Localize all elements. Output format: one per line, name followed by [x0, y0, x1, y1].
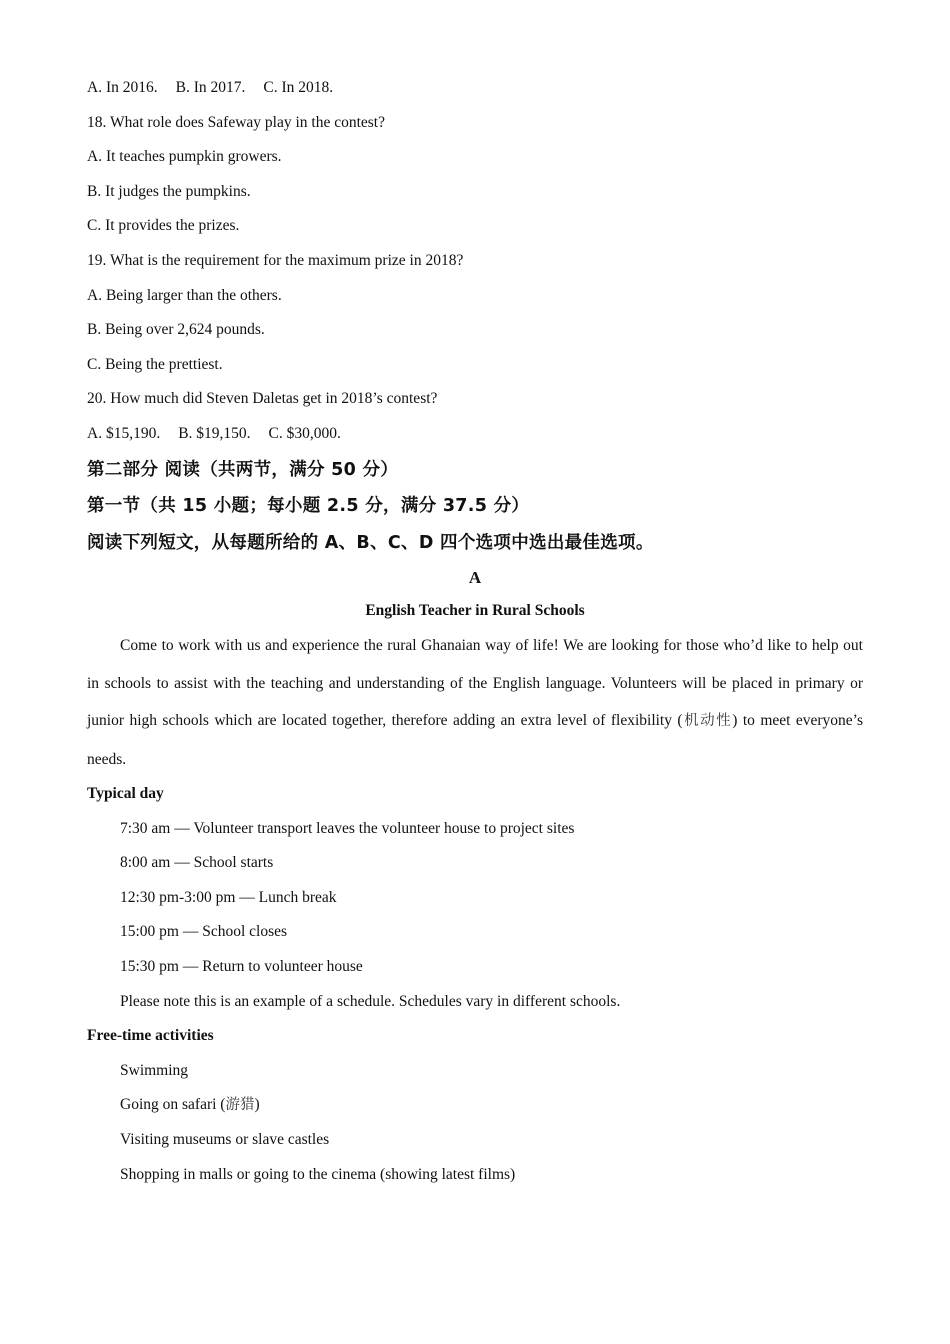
activity-safari-close: ): [254, 1096, 260, 1114]
activity-item: Shopping in malls or going to the cinema (showing latest films): [120, 1165, 516, 1183]
activity-safari-text: Going on safari (: [120, 1096, 226, 1114]
q20-option-b: B. $19,150.: [178, 424, 251, 442]
exam-page: [87, 78, 863, 1199]
q20-option-c: C. $30,000.: [268, 424, 341, 442]
schedule-item: 15:00 pm — School closes: [120, 923, 288, 941]
activity-safari-gloss: 游猎: [225, 1097, 255, 1114]
typical-day-heading: Typical day: [87, 785, 164, 803]
q19-option-c: C. Being the prettiest.: [87, 355, 223, 373]
activity-item: Swimming: [120, 1061, 189, 1079]
q19-option-b: B. Being over 2,624 pounds.: [87, 321, 265, 339]
q17-option-c: C. In 2018.: [263, 79, 334, 96]
q17-options: [87, 78, 863, 98]
schedule-item: 12:30 pm-3:00 pm — Lunch break: [120, 888, 337, 906]
schedule-item: 8:00 am — School starts: [120, 854, 274, 872]
intro-cn-gloss: 机动性: [682, 713, 733, 730]
passage-title: English Teacher in Rural Schools: [365, 602, 585, 620]
schedule-note: Please note this is an example of a schedule. Schedules vary in different schools.: [120, 992, 621, 1010]
q20-question: 20. How much did Steven Daletas get in 2018’s contest?: [87, 390, 438, 408]
intro-text-2: ) to meet everyone’s needs.: [87, 712, 863, 768]
schedule-item: 7:30 am — Volunteer transport leaves the volunteer house to project sites: [120, 819, 575, 837]
q19-option-a: A. Being larger than the others.: [87, 286, 282, 304]
section-sub-title: 第一节（共 15 小题；每小题 2.5 分，满分 37.5 分）: [87, 496, 530, 517]
activity-item: [87, 1095, 863, 1115]
q18-option-a: A. It teaches pumpkin growers.: [87, 148, 282, 166]
q20-options: [87, 424, 863, 444]
section-instruction: 阅读下列短文，从每题所给的 A、B、C、D 四个选项中选出最佳选项。: [87, 532, 654, 553]
passage-letter: A: [468, 568, 482, 588]
schedule-item: 15:30 pm — Return to volunteer house: [120, 958, 363, 975]
free-time-heading: Free-time activities: [87, 1027, 214, 1045]
q17-option-a: A. In 2016.: [87, 79, 158, 96]
intro-text-1: Come to work with us and experience the rural Ghanaian way of life! We are looking for those who’d like to help out in schools to assist with the teaching and understanding of the English language. Volunteers will be placed in primary or junior high schools which are located together, therefore adding an extra level of flexibility (: [87, 637, 863, 730]
q18-option-c: C. It provides the prizes.: [87, 217, 240, 235]
q18-option-b: B. It judges the pumpkins.: [87, 182, 251, 200]
q19-question: 19. What is the requirement for the maximum prize in 2018?: [87, 251, 464, 269]
section-part-title: 第二部分 阅读（共两节，满分 50 分）: [87, 459, 399, 480]
q18-question: 18. What role does Safeway play in the contest?: [87, 113, 385, 131]
q20-option-a: A. $15,190.: [87, 424, 161, 442]
activity-item: Visiting museums or slave castles: [120, 1130, 330, 1148]
q17-option-b: B. In 2017.: [175, 79, 246, 96]
passage-intro: [87, 627, 863, 778]
